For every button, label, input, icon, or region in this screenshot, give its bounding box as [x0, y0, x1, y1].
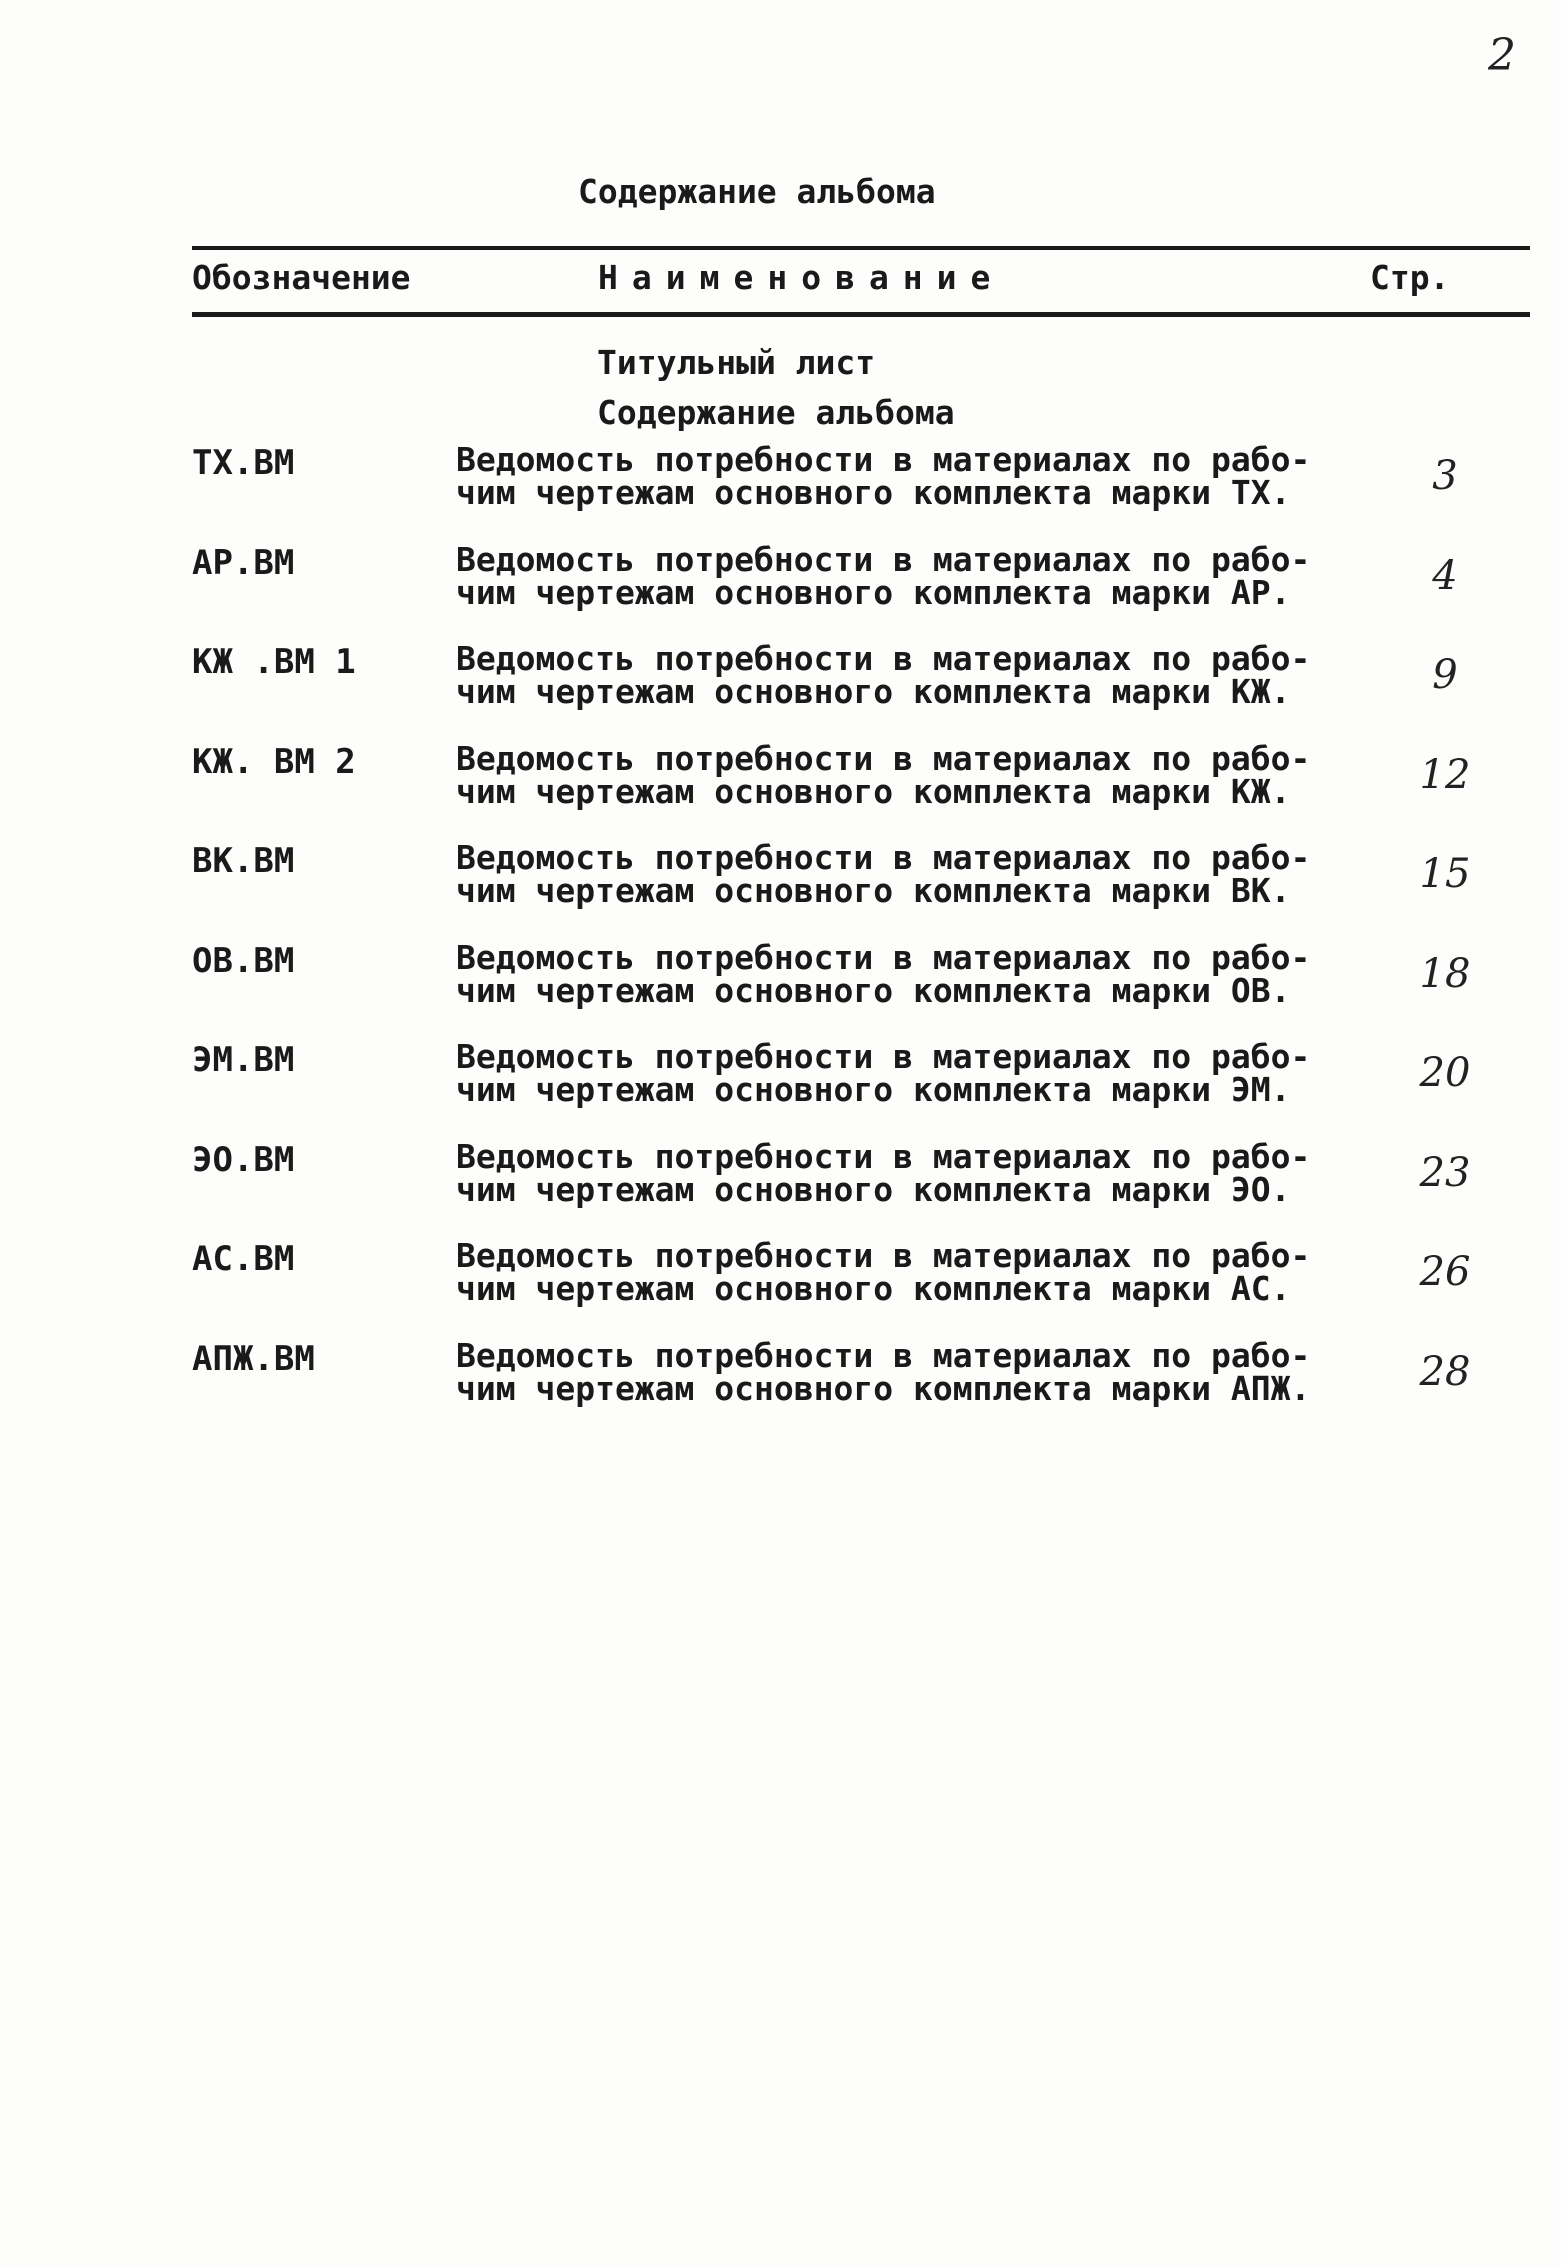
entry-description-line: Ведомость потребности в материалах по рабо-: [456, 1236, 1311, 1275]
entry-description-line: Ведомость потребности в материалах по рабо-: [456, 838, 1311, 877]
entry-description-line: чим чертежам основного комплекта марки КЖ.: [456, 772, 1291, 811]
entry-description-line: чим чертежам основного комплекта марки АПЖ.: [456, 1369, 1311, 1408]
entry-description-line: Ведомость потребности в материалах по рабо-: [456, 540, 1311, 579]
entry-page: 3: [1432, 453, 1458, 499]
list-item: [0, 1037, 1561, 1130]
entry-code: ТХ.ВМ: [192, 443, 295, 483]
entry-page: 23: [1419, 1150, 1471, 1196]
header-name: Наименование: [598, 258, 1005, 297]
entry-description-line: Ведомость потребности в материалах по рабо-: [456, 1037, 1311, 1076]
entry-description-line: чим чертежам основного комплекта марки ТХ.: [456, 473, 1291, 512]
plain-entry: Содержание альбома: [597, 393, 955, 432]
entry-description-line: чим чертежам основного комплекта марки АС.: [456, 1269, 1291, 1308]
entry-description: [456, 838, 1356, 910]
header-page: Стр.: [1370, 258, 1450, 297]
entry-description: [456, 540, 1356, 612]
list-item: [0, 1137, 1561, 1230]
list-item: [0, 938, 1561, 1031]
entry-description: [456, 938, 1356, 1010]
entry-description-line: чим чертежам основного комплекта марки ОВ.: [456, 971, 1291, 1010]
page-number: 2: [1488, 30, 1516, 81]
entry-description: [456, 739, 1356, 811]
entry-code: АС.ВМ: [192, 1239, 295, 1279]
entry-code: ОВ.ВМ: [192, 941, 295, 981]
entry-code: КЖ. ВМ 2: [192, 742, 356, 782]
entry-description-line: чим чертежам основного комплекта марки ЭМ.: [456, 1070, 1291, 1109]
entry-page: 26: [1419, 1249, 1471, 1295]
entry-page: 9: [1432, 652, 1458, 698]
list-item: [0, 838, 1561, 931]
list-item: [0, 540, 1561, 633]
entry-description-line: чим чертежам основного комплекта марки ВК.: [456, 871, 1291, 910]
entry-code: АР.ВМ: [192, 543, 295, 583]
entry-description-line: чим чертежам основного комплекта марки КЖ.: [456, 672, 1291, 711]
entry-description-line: чим чертежам основного комплекта марки ЭО.: [456, 1170, 1291, 1209]
entry-page: 18: [1419, 951, 1471, 997]
entry-page: 4: [1432, 553, 1458, 599]
header-bottom-rule: [192, 312, 1530, 317]
list-item: [0, 1336, 1561, 1429]
entry-code: АПЖ.ВМ: [192, 1339, 315, 1379]
entry-description: [456, 440, 1356, 512]
entry-page: 20: [1419, 1050, 1471, 1096]
entry-description: [456, 1336, 1356, 1408]
entry-description: [456, 639, 1356, 711]
entry-page: 12: [1419, 752, 1471, 798]
list-item: [0, 739, 1561, 832]
entry-description-line: Ведомость потребности в материалах по рабо-: [456, 1137, 1311, 1176]
entry-description-line: Ведомость потребности в материалах по рабо-: [456, 1336, 1311, 1375]
entry-description-line: чим чертежам основного комплекта марки АР.: [456, 573, 1291, 612]
entry-page: 28: [1419, 1349, 1471, 1395]
entry-description: [456, 1037, 1356, 1109]
entry-description-line: Ведомость потребности в материалах по рабо-: [456, 639, 1311, 678]
list-item: [0, 1236, 1561, 1329]
entry-code: ВК.ВМ: [192, 841, 295, 881]
entry-code: ЭМ.ВМ: [192, 1040, 295, 1080]
plain-entry: Титульный лист: [597, 343, 876, 382]
entry-description: [456, 1137, 1356, 1209]
document-title: Содержание альбома: [578, 172, 936, 211]
list-item: [0, 440, 1561, 533]
entry-code: КЖ .ВМ 1: [192, 642, 356, 682]
entry-description-line: Ведомость потребности в материалах по рабо-: [456, 739, 1311, 778]
header-top-rule: [192, 246, 1530, 250]
entry-code: ЭО.ВМ: [192, 1140, 295, 1180]
entry-description-line: Ведомость потребности в материалах по рабо-: [456, 938, 1311, 977]
entry-page: 15: [1419, 851, 1471, 897]
list-item: [0, 639, 1561, 732]
entry-description: [456, 1236, 1356, 1308]
header-code: Обозначение: [192, 258, 411, 297]
entry-description-line: Ведомость потребности в материалах по рабо-: [456, 440, 1311, 479]
